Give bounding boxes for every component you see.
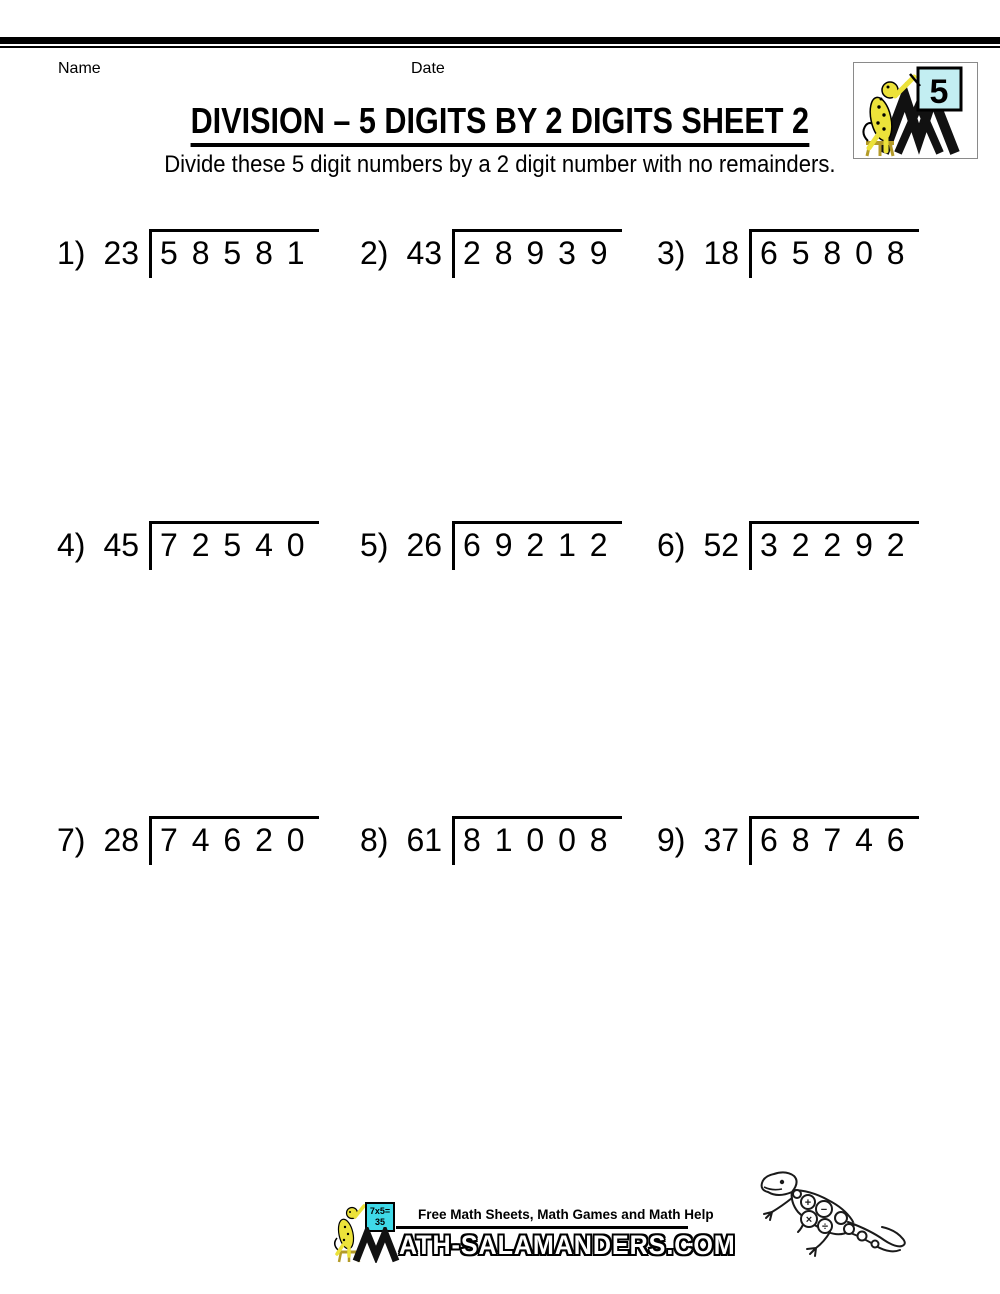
- problem-dividend: 6 5 8 0 8: [749, 229, 919, 278]
- name-label: Name: [58, 60, 101, 77]
- problem-divisor: 23: [103, 235, 140, 271]
- problem-number: 7): [57, 822, 86, 858]
- subtitle-row: [0, 152, 1000, 178]
- problem-dividend: 7 2 5 4 0: [149, 521, 319, 570]
- plus-symbol: +: [804, 1197, 812, 1209]
- badge-number: 5: [929, 73, 949, 111]
- page-subtitle: Divide these 5 digit numbers by a 2 digit number with no remainders.: [164, 151, 836, 178]
- problem-divisor: 37: [703, 822, 740, 858]
- problem-divisor: 28: [103, 822, 140, 858]
- division-problem-3: [657, 229, 919, 278]
- problem-number: 6): [657, 527, 686, 563]
- date-label: Date: [411, 60, 445, 77]
- problem-number: 9): [657, 822, 686, 858]
- page-title: DIVISION – 5 DIGITS BY 2 DIGITS SHEET 2: [191, 101, 809, 147]
- division-problem-8: [360, 816, 622, 865]
- problem-divisor: 18: [703, 235, 740, 271]
- minus-symbol: −: [820, 1204, 828, 1216]
- division-problem-1: [57, 229, 319, 278]
- page-top-rule: [0, 37, 1000, 48]
- division-problem-7: [57, 816, 319, 865]
- footer-m-logo-icon: [352, 1227, 400, 1263]
- division-problem-4: [57, 521, 319, 570]
- problem-dividend: 2 8 9 3 9: [452, 229, 622, 278]
- division-problem-5: [360, 521, 622, 570]
- footer-divider: [396, 1226, 688, 1229]
- problem-number: 5): [360, 527, 389, 563]
- footer-site-name: ATH-SALAMANDERS.COM: [399, 1230, 736, 1260]
- problem-dividend: 6 9 2 1 2: [452, 521, 622, 570]
- divide-symbol: ÷: [821, 1221, 829, 1233]
- gecko-math-symbols-icon: [752, 1160, 912, 1265]
- problem-dividend: 8 1 0 0 8: [452, 816, 622, 865]
- problem-dividend: 6 8 7 4 6: [749, 816, 919, 865]
- chalkboard-line1: 7x5=: [369, 1206, 391, 1216]
- problem-number: 2): [360, 235, 389, 271]
- footer-tagline: Free Math Sheets, Math Games and Math Help: [418, 1207, 714, 1222]
- problem-number: 4): [57, 527, 86, 563]
- problem-number: 8): [360, 822, 389, 858]
- problem-divisor: 52: [703, 527, 740, 563]
- problem-number: 3): [657, 235, 686, 271]
- multiply-symbol: ×: [805, 1214, 813, 1226]
- problem-dividend: 5 8 5 8 1: [149, 229, 319, 278]
- problem-dividend: 7 4 6 2 0: [149, 816, 319, 865]
- problem-number: 1): [57, 235, 86, 271]
- problem-dividend: 3 2 2 9 2: [749, 521, 919, 570]
- problem-divisor: 61: [406, 822, 443, 858]
- footer-brand: [330, 1198, 736, 1268]
- problem-divisor: 43: [406, 235, 443, 271]
- chalkboard-line2: 35: [374, 1216, 385, 1227]
- division-problem-9: [657, 816, 919, 865]
- division-problem-2: [360, 229, 622, 278]
- problem-divisor: 26: [406, 527, 443, 563]
- title-row: [0, 101, 1000, 147]
- division-problem-6: [657, 521, 919, 570]
- problem-divisor: 45: [103, 527, 140, 563]
